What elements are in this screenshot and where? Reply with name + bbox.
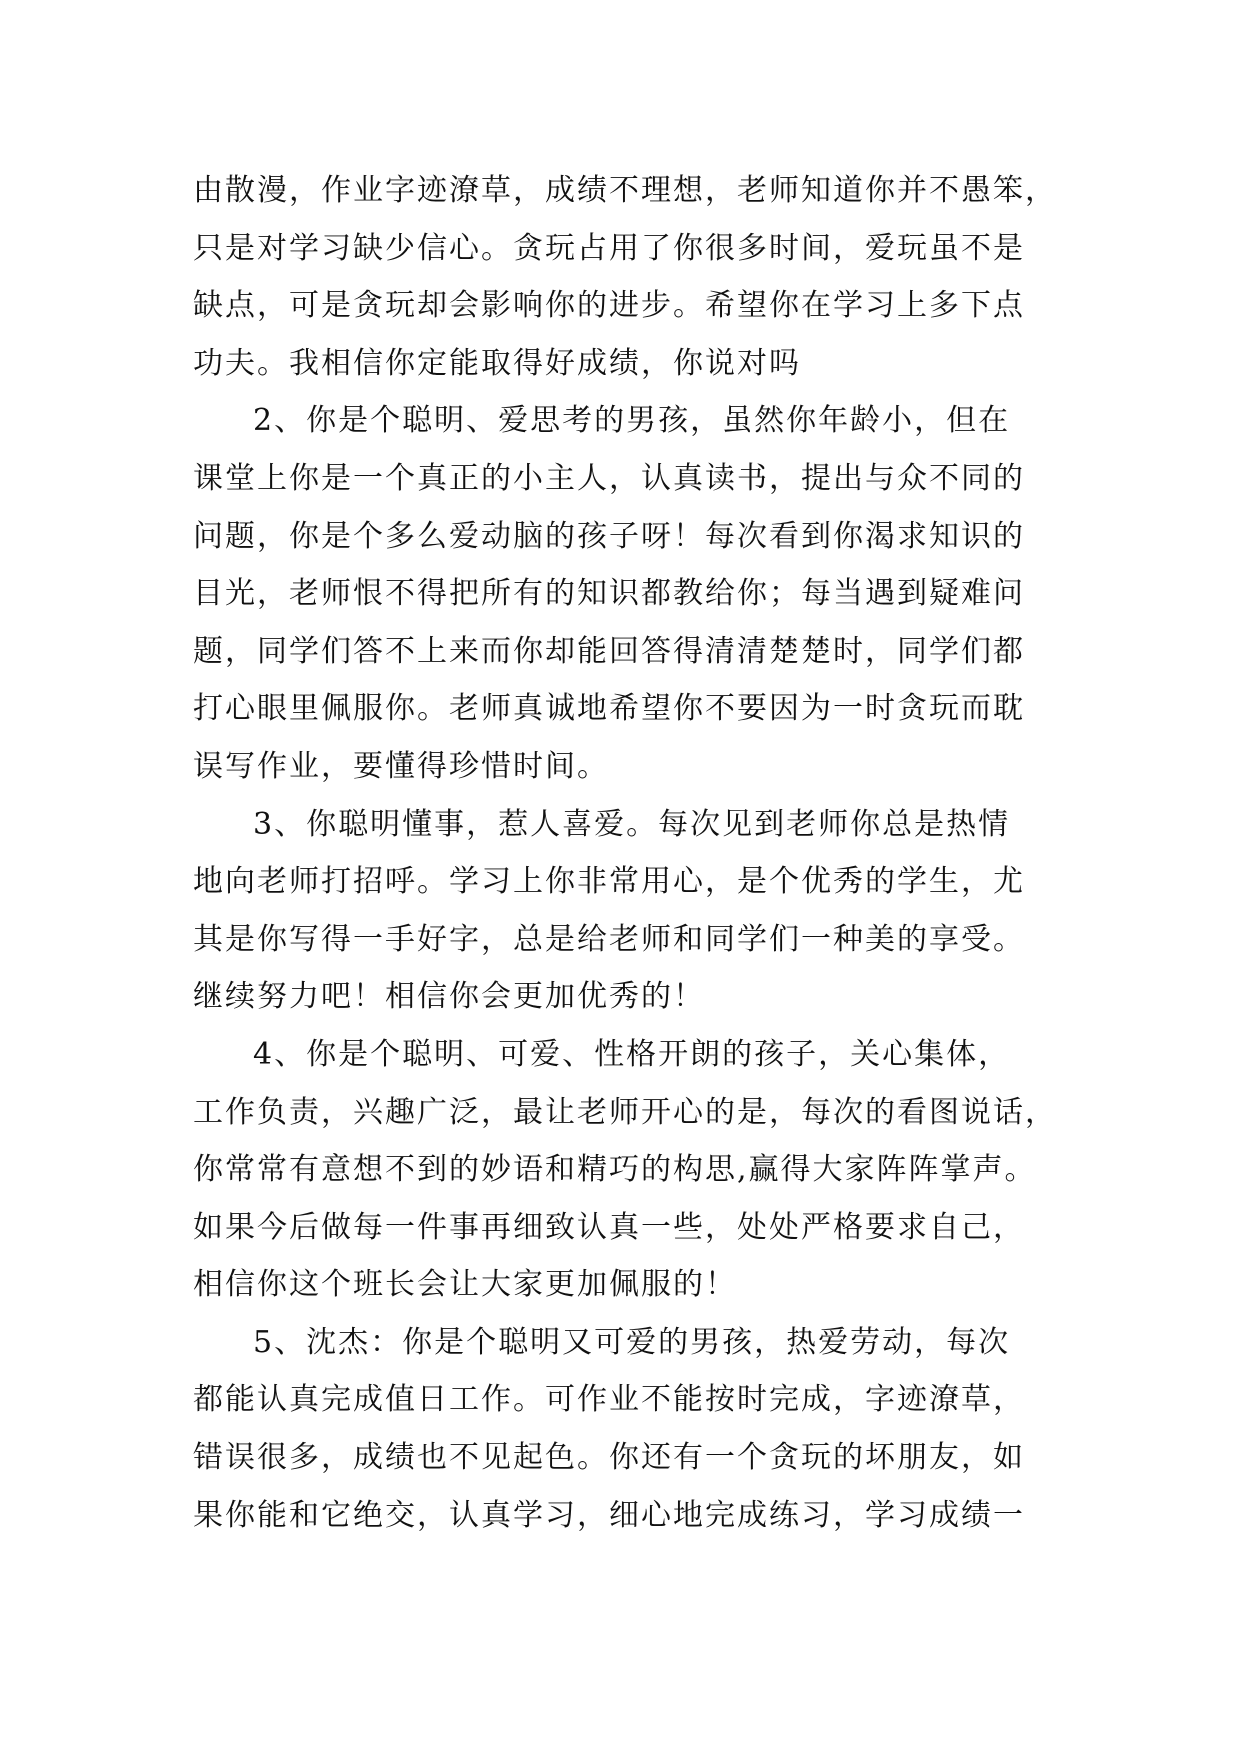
text-line: 工作负责，兴趣广泛，最让老师开心的是，每次的看图说话， [193,1094,1057,1130]
paragraph-start-line: 4、你是个聪明、可爱、性格开朗的孩子，关心集体， [253,1036,1011,1072]
document-body [193,162,1073,1544]
text-line: 继续努力吧！相信你会更加优秀的！ [193,979,705,1015]
text-line: 由散漫，作业字迹潦草，成绩不理想，老师知道你并不愚笨， [193,173,1057,208]
text-line: 打心眼里佩服你。老师真诚地希望你不要因为一时贪玩而耽 [193,691,1025,727]
paragraph-start-line: 2、你是个聪明、爱思考的男孩，虽然你年龄小，但在 [253,403,1011,439]
text-line: 课堂上你是一个真正的小主人，认真读书，提出与众不同的 [193,460,1025,496]
paragraph-start-line: 5、沈杰：你是个聪明又可爱的男孩，热爱劳动，每次 [253,1324,1011,1360]
text-line: 地向老师打招呼。学习上你非常用心，是个优秀的学生，尤 [193,864,1025,900]
text-line: 只是对学习缺少信心。贪玩占用了你很多时间，爱玩虽不是 [193,230,1025,266]
text-line: 其是你写得一手好字，总是给老师和同学们一种美的享受。 [193,921,1025,957]
text-line: 缺点，可是贪玩却会影响你的进步。希望你在学习上多下点 [193,288,1025,324]
text-line: 目光，老师恨不得把所有的知识都教给你；每当遇到疑难问 [193,576,1025,612]
text-line: 相信你这个班长会让大家更加佩服的！ [193,1267,737,1303]
text-line: 题，同学们答不上来而你却能回答得清清楚楚时，同学们都 [193,633,1025,669]
text-line: 你常常有意想不到的妙语和精巧的构思,赢得大家阵阵掌声。 [193,1152,1037,1188]
text-line: 功夫。我相信你定能取得好成绩，你说对吗 [193,345,801,381]
text-line: 误写作业，要懂得珍惜时间。 [193,748,609,784]
text-line: 果你能和它绝交，认真学习，细心地完成练习，学习成绩一 [193,1497,1025,1533]
text-line: 问题，你是个多么爱动脑的孩子呀！每次看到你渴求知识的 [193,518,1025,554]
text-line: 都能认真完成值日工作。可作业不能按时完成，字迹潦草， [193,1382,1025,1418]
text-line: 如果今后做每一件事再细致认真一些，处处严格要求自己， [193,1209,1025,1245]
paragraph-start-line: 3、你聪明懂事，惹人喜爱。每次见到老师你总是热情 [253,806,1011,842]
text-line: 错误很多，成绩也不见起色。你还有一个贪玩的坏朋友，如 [193,1440,1025,1476]
